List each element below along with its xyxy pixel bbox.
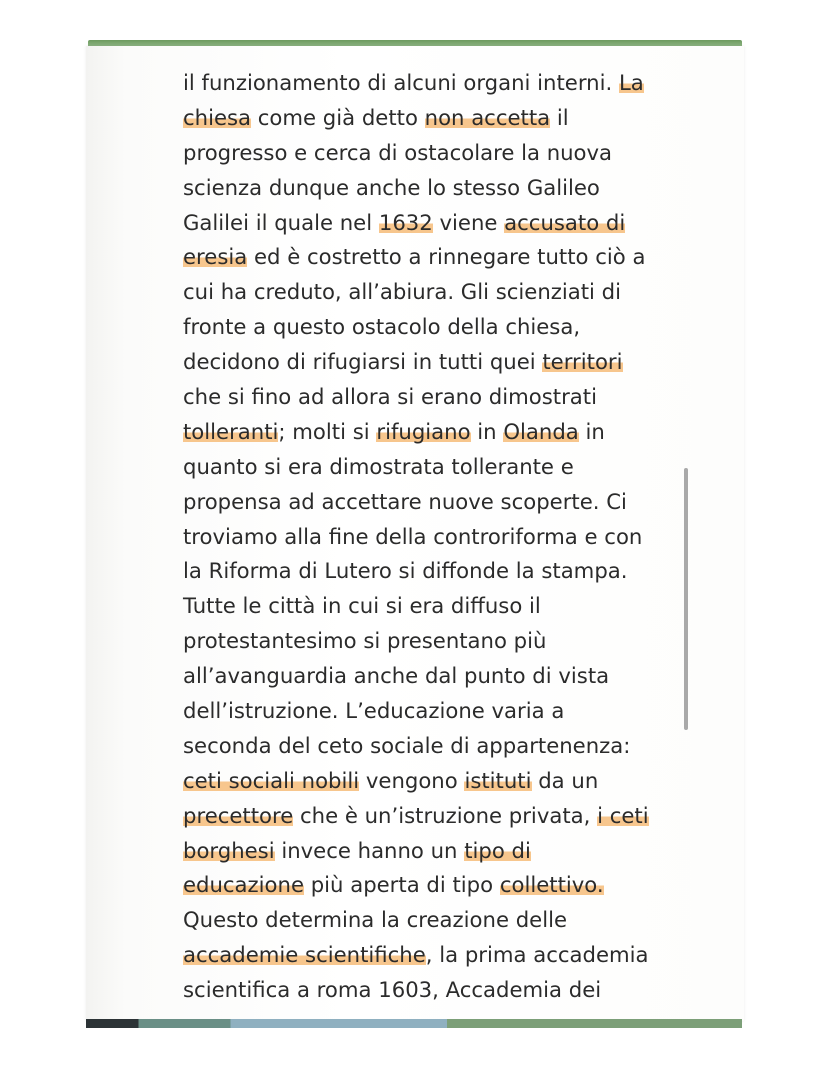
text-line [183, 240, 663, 275]
text-segment: decidono di rifugiarsi in tutti quei [183, 349, 543, 375]
text-line [183, 310, 663, 345]
text-segment: vengono [359, 767, 465, 793]
text-segment: fronte a questo ostacolo della chiesa, [183, 314, 581, 340]
text-segment: il [550, 104, 569, 130]
text-segment: , la prima accademia [425, 942, 649, 968]
highlighted-phrase: borghesi [183, 837, 275, 863]
text-line [183, 659, 663, 694]
text-line [183, 380, 663, 415]
text-line [183, 903, 663, 938]
text-segment: più aperta di tipo [303, 872, 500, 898]
text-line [183, 729, 663, 764]
text-segment: in [470, 418, 504, 444]
highlighted-phrase: rifugiano [376, 418, 471, 444]
highlighted-phrase: eresia [183, 244, 248, 270]
text-segment: come già detto [251, 104, 425, 130]
text-segment: da un [531, 767, 599, 793]
text-segment: la Riforma di Lutero si diffonde la stampa. [183, 558, 628, 584]
highlighted-phrase: ceti sociali nobili [183, 767, 360, 793]
highlighted-phrase: territori [542, 349, 623, 375]
highlighted-phrase: collettivo. [499, 872, 604, 898]
text-line [183, 275, 663, 310]
text-line [183, 554, 663, 589]
text-segment: viene [432, 209, 505, 235]
text-segment: progresso e cerca di ostacolare la nuova [183, 139, 613, 165]
text-segment: in [578, 418, 605, 444]
highlighted-phrase: tolleranti [183, 418, 279, 444]
text-segment: scienza dunque anche lo stesso Galileo [183, 174, 600, 200]
text-line [183, 938, 663, 973]
text-line [183, 589, 663, 624]
text-line [183, 450, 663, 485]
highlighted-phrase: non accetta [424, 104, 551, 130]
text-line [183, 520, 663, 555]
text-line [183, 485, 663, 520]
text-segment: ; molti si [278, 418, 377, 444]
text-segment: Questo determina la creazione delle [183, 907, 568, 933]
text-segment: che si fino ad allora si erano dimostrati [183, 384, 597, 410]
text-segment: Galilei il quale nel [183, 209, 379, 235]
text-segment: troviamo alla fine della controriforma e con [183, 523, 643, 549]
highlighted-phrase: educazione [183, 872, 304, 898]
text-line [183, 171, 663, 206]
highlighted-phrase: i ceti [597, 802, 649, 828]
text-segment: dell’istruzione. L’educazione varia a [183, 698, 565, 724]
text-segment: invece hanno un [274, 837, 465, 863]
text-segment: scientifica a roma 1603, Accademia dei [183, 977, 602, 1003]
highlighted-phrase: accusato di [504, 209, 626, 235]
highlighted-phrase: tipo di [464, 837, 531, 863]
text-line [183, 764, 663, 799]
text-segment: cui ha creduto, all’abiura. Gli scienziati di [183, 279, 622, 305]
text-line [183, 415, 663, 450]
highlighted-phrase: Olanda [503, 418, 579, 444]
photo-frame-bottom-edge [86, 1019, 742, 1028]
text-segment: quanto si era dimostrata tollerante e [183, 453, 574, 479]
text-line [183, 136, 663, 171]
text-segment: che è un’istruzione privata, [293, 802, 598, 828]
text-line [183, 799, 663, 834]
text-segment: seconda del ceto sociale di appartenenza: [183, 732, 631, 758]
highlighted-phrase: chiesa [183, 104, 252, 130]
text-line [183, 694, 663, 729]
document-text-block [183, 66, 663, 1008]
text-line [183, 973, 663, 1008]
text-segment: Tutte le città in cui si era diffuso il [183, 593, 541, 619]
text-segment: propensa ad accettare nuove scoperte. Ci [183, 488, 627, 514]
text-segment: all’avanguardia anche dal punto di vista [183, 663, 610, 689]
scrollbar[interactable] [684, 468, 688, 730]
text-line [183, 206, 663, 241]
text-line [183, 624, 663, 659]
highlighted-phrase: La [618, 70, 644, 95]
highlighted-phrase: istituti [464, 767, 532, 793]
text-line [183, 66, 663, 101]
highlighted-phrase: 1632 [378, 209, 433, 235]
text-line [183, 345, 663, 380]
text-segment: protestantesimo si presentano più [183, 628, 547, 654]
text-line [183, 101, 663, 136]
text-segment: il funzionamento di alcuni organi interni. [183, 70, 619, 95]
text-segment: ed è costretto a rinnegare tutto ciò a [247, 244, 646, 270]
highlighted-phrase: accademie scientifiche [183, 942, 426, 968]
highlighted-phrase: precettore [183, 802, 294, 828]
text-line [183, 834, 663, 869]
text-line [183, 868, 663, 903]
